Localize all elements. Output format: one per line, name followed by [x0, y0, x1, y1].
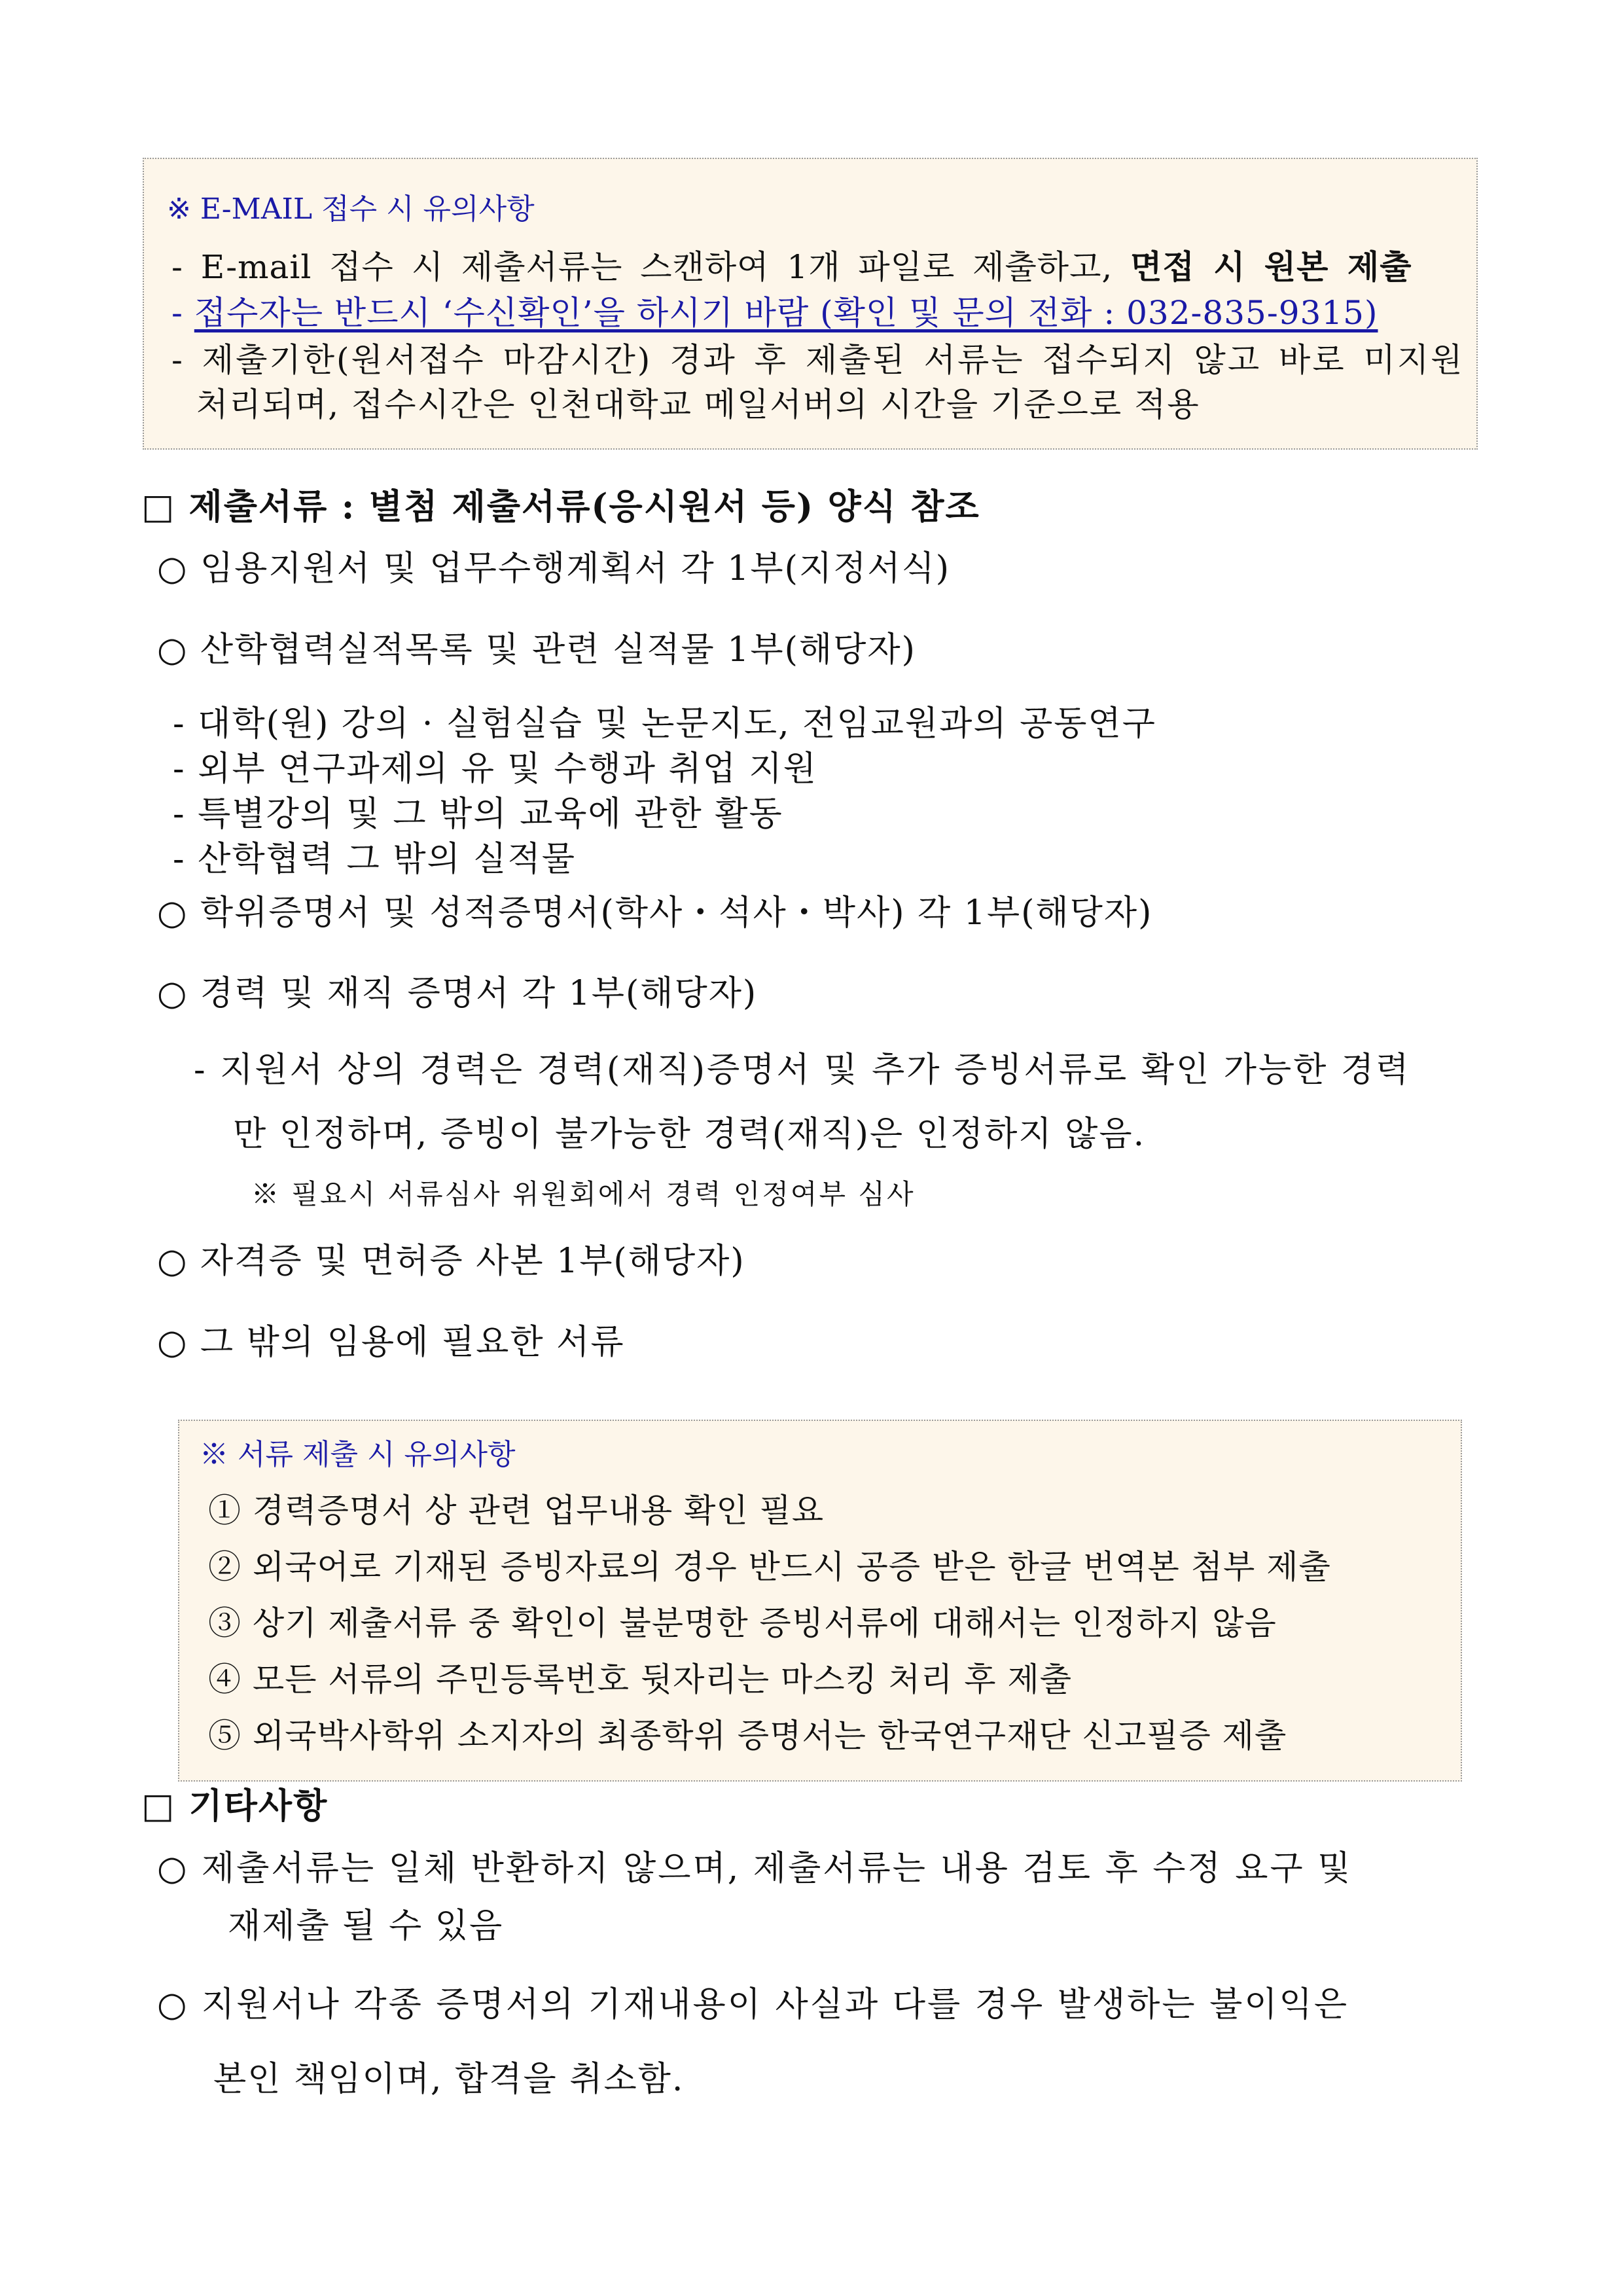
- career-review-note: ※ 필요시 서류심사 위원회에서 경력 인정여부 심사: [251, 1178, 916, 1210]
- email-notice-line2: [171, 287, 1378, 334]
- doc-item-industry-cooperation: ○ 산학협력실적목록 및 관련 실적물 1부(해당자): [157, 630, 916, 670]
- submit-notice-item: ② 외국어로 기재된 증빙자료의 경우 반드시 공증 받은 한글 번역본 첨부 제출: [208, 1548, 1331, 1586]
- email-notice-line1-bold: 면접 시 원본 제출: [1130, 247, 1412, 286]
- doc-item-other: ○ 그 밖의 임용에 필요한 서류: [157, 1323, 625, 1362]
- doc-item-degree-certificate: ○ 학위증명서 및 성적증명서(학사・석사・박사) 각 1부(해당자): [157, 893, 1153, 933]
- submit-notice-item: ④ 모든 서류의 주민등록번호 뒷자리는 마스킹 처리 후 제출: [208, 1660, 1073, 1698]
- documents-heading-prefix: □ 제출서류 :: [141, 486, 369, 527]
- receipt-confirm-link[interactable]: 접수자는 반드시 ‘수신확인’을 하시기 바람 (확인 및 문의 전화 : 032-835-9315): [194, 294, 1378, 332]
- email-notice-line3: - 제출기한(원서접수 마감시간) 경과 후 제출된 서류는 접수되지 않고 바로 미지원: [171, 341, 1465, 379]
- etc-item1-line2: 재제출 될 수 있음: [228, 1907, 504, 1946]
- etc-heading: □ 기타사항: [141, 1785, 329, 1826]
- email-notice-line4: 처리되며, 접수시간은 인천대학교 메일서버의 시간을 기준으로 적용: [196, 386, 1200, 423]
- doc-item-application: ○ 임용지원서 및 업무수행계획서 각 1부(지정서식): [157, 549, 951, 588]
- email-notice-line1: [171, 241, 1412, 288]
- career-note-line2: 만 인정하며, 증빙이 불가능한 경력(재직)은 인정하지 않음.: [233, 1115, 1146, 1154]
- documents-heading-bold: 별첨 제출서류(응시원서 등) 양식 참조: [368, 486, 980, 527]
- career-note-line1: - 지원서 상의 경력은 경력(재직)증명서 및 추가 증빙서류로 확인 가능한 경력: [194, 1050, 1411, 1090]
- email-notice-line2-dash: -: [171, 294, 194, 332]
- submit-notice-item: ① 경력증명서 상 관련 업무내용 확인 필요: [208, 1492, 825, 1530]
- etc-item2-line1: ○ 지원서나 각종 증명서의 기재내용이 사실과 다를 경우 발생하는 불이익은: [157, 1985, 1349, 2024]
- email-notice-line1-text: - E-mail 접수 시 제출서류는 스캔하여 1개 파일로 제출하고,: [171, 248, 1131, 286]
- doc-sub-lecture: - 대학(원) 강의 · 실험실습 및 논문지도, 전임교원과의 공동연구: [173, 704, 1157, 744]
- etc-item1-line1: ○ 제출서류는 일체 반환하지 않으며, 제출서류는 내용 검토 후 수정 요구 및: [157, 1849, 1353, 1888]
- documents-heading: [141, 479, 980, 529]
- doc-sub-special-lecture: - 특별강의 및 그 밖의 교육에 관한 활동: [173, 795, 783, 834]
- submit-notice-item: ⑤ 외국박사학위 소지자의 최종학위 증명서는 한국연구재단 신고필증 제출: [208, 1717, 1287, 1755]
- etc-item2-line2: 본인 책임이며, 합격을 취소함.: [213, 2060, 685, 2099]
- doc-item-career-certificate: ○ 경력 및 재직 증명서 각 1부(해당자): [157, 974, 758, 1013]
- submit-notice-item: ③ 상기 제출서류 중 확인이 불분명한 증빙서류에 대해서는 인정하지 않음: [208, 1604, 1277, 1642]
- doc-sub-research: - 외부 연구과제의 유 및 수행과 취업 지원: [173, 749, 817, 789]
- email-notice-title: ※ E-MAIL 접수 시 유의사항: [167, 192, 535, 226]
- doc-sub-other-results: - 산학협력 그 밖의 실적물: [173, 840, 577, 879]
- doc-item-license: ○ 자격증 및 면허증 사본 1부(해당자): [157, 1242, 745, 1281]
- submit-notice-title: ※ 서류 제출 시 유의사항: [200, 1438, 516, 1471]
